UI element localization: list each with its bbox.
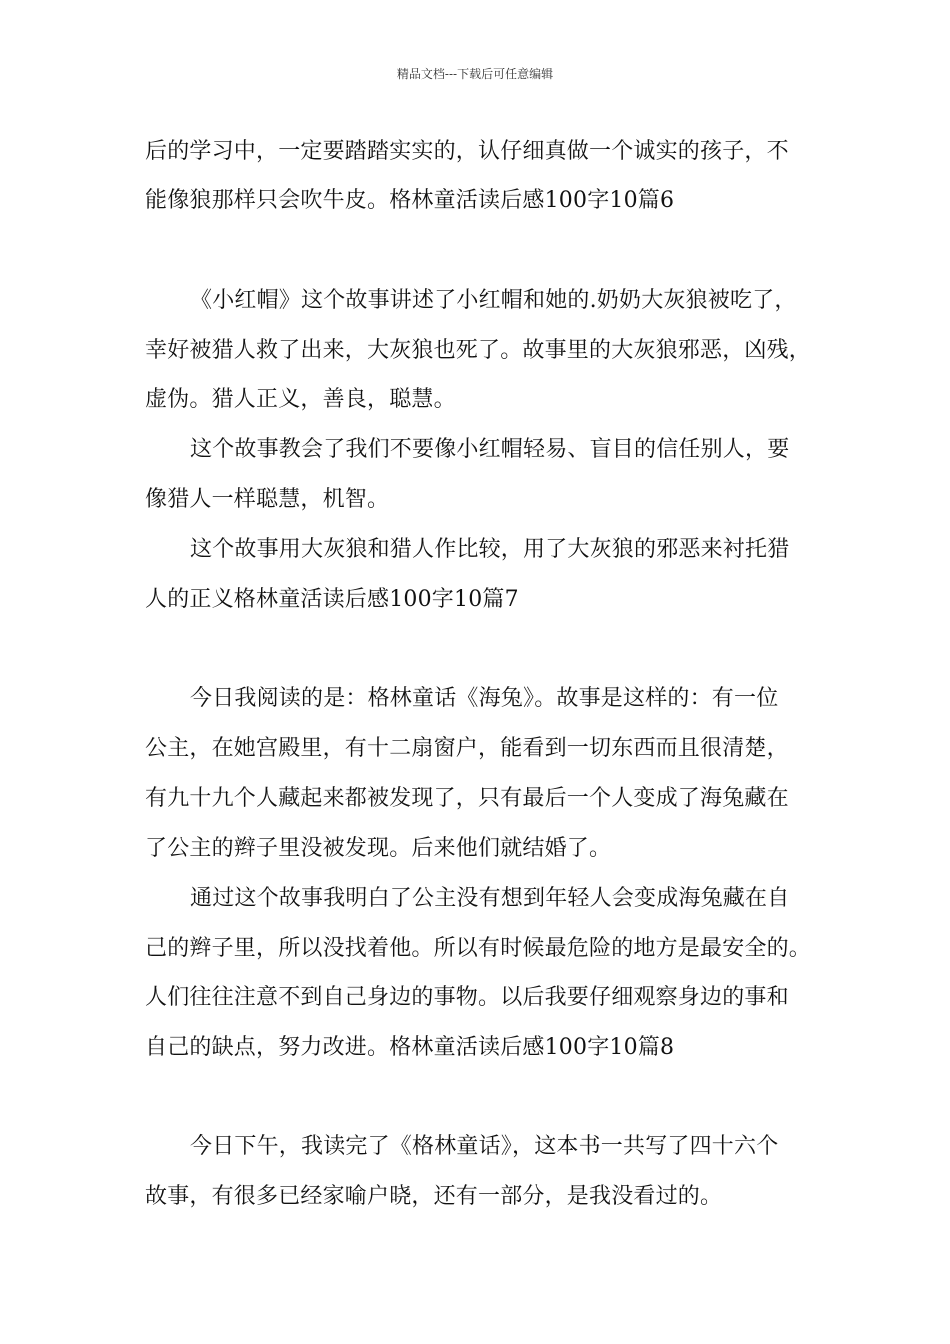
page-header: 精品文档---下载后可任意编辑 bbox=[396, 67, 554, 81]
text-line: 能像狼那样只会吹牛皮。格林童活读后感100字10篇6 bbox=[145, 188, 675, 213]
text-line: 人们往往注意不到自己身边的事物。以后我要仔细观察身边的事和 bbox=[145, 985, 789, 1010]
paragraph-start-line: 今日我阅读的是：格林童话《海兔》。故事是这样的：有一位 bbox=[190, 686, 779, 711]
text-line: 有九十九个人藏起来都被发现了，只有最后一个人变成了海兔藏在 bbox=[145, 786, 789, 811]
text-line: 人的正义格林童活读后感100字10篇7 bbox=[145, 587, 519, 612]
paragraph-start-line: 《小红帽》这个故事讲述了小红帽和她的.奶奶大灰狼被吃了， bbox=[190, 288, 797, 313]
text-line: 己的辫子里，所以没找着他。所以有时候最危险的地方是最安全的。 bbox=[145, 936, 812, 961]
paragraph-start-line: 这个故事用大灰狼和猎人作比较，用了大灰狼的邪恶来衬托猎 bbox=[190, 537, 790, 562]
text-line: 了公主的辫子里没被发现。后来他们就结婚了。 bbox=[145, 836, 612, 861]
paragraph-start-line: 通过这个故事我明白了公主没有想到年轻人会变成海兔藏在自 bbox=[190, 886, 790, 911]
text-line: 虚伪。猎人正义，善良，聪慧。 bbox=[145, 387, 456, 412]
text-line: 公主，在她宫殿里，有十二扇窗户，能看到一切东西而且很清楚， bbox=[145, 736, 789, 761]
text-line: 自己的缺点，努力改进。格林童活读后感100字10篇8 bbox=[145, 1035, 675, 1060]
paragraph-start-line: 今日下午，我读完了《格林童话》，这本书一共写了四十六个 bbox=[190, 1134, 779, 1159]
text-line: 后的学习中，一定要踏踏实实的，认仔细真做一个诚实的孩子，不 bbox=[145, 139, 789, 164]
text-line: 故事，有很多已经家喻户晓，还有一部分，是我没看过的。 bbox=[145, 1184, 723, 1209]
text-line: 幸好被猎人救了出来，大灰狼也死了。故事里的大灰狼邪恶，凶残， bbox=[145, 338, 812, 363]
text-line: 像猎人一样聪慧，机智。 bbox=[145, 487, 390, 512]
paragraph-start-line: 这个故事教会了我们不要像小红帽轻易、盲目的信任别人，要 bbox=[190, 437, 790, 462]
